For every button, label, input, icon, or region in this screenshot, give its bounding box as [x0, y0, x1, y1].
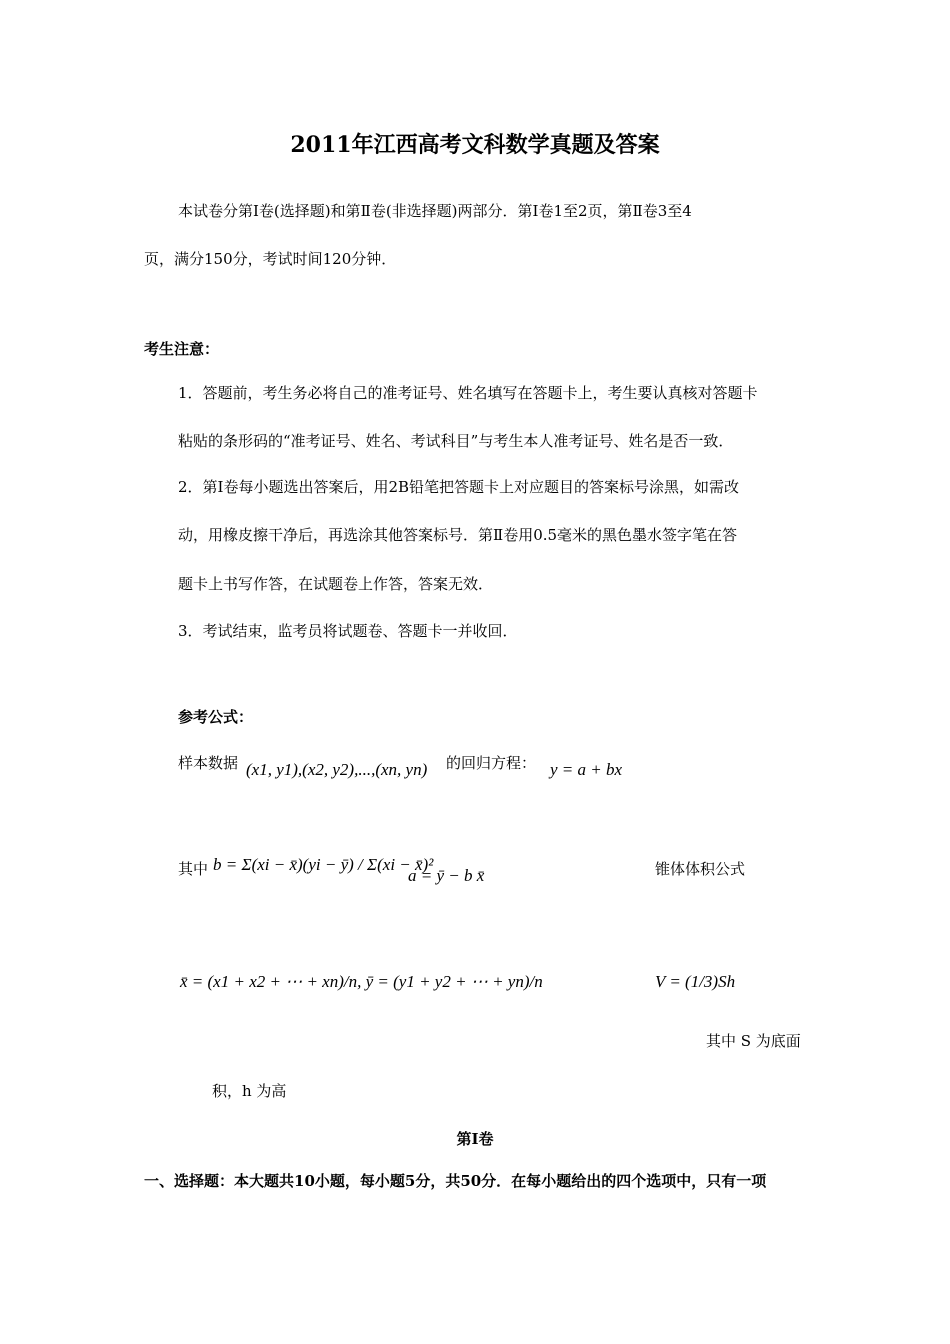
notice-heading: 考生注意： [144, 340, 220, 358]
intro-line-2: 页，满分150分，考试时间120分钟． [144, 250, 397, 268]
notice-item-2-line-2: 动，用橡皮擦干净后，再选涂其他答案标号．第Ⅱ卷用0.5毫米的黑色墨水签字笔在答 [178, 526, 738, 544]
notice-item-1-line-2: 粘贴的条形码的“准考证号、姓名、考试科目”与考生本人准考证号、姓名是否一致． [178, 432, 734, 450]
where-label: 其中 [178, 860, 209, 878]
b-formula: b = Σ(xi − x̄)(yi − ȳ) / Σ(xi − x̄)² [213, 855, 434, 874]
regression-prefix: 样本数据 [178, 754, 239, 772]
cone-note-1: 其中 S 为底面 [706, 1032, 801, 1050]
page-title: 2011年江西高考文科数学真题及答案 [290, 132, 660, 158]
regression-suffix: 的回归方程： [446, 754, 537, 772]
intro-line-1: 本试卷分第Ⅰ卷(选择题)和第Ⅱ卷(非选择题)两部分．第Ⅰ卷1至2页，第Ⅱ卷3至4 [178, 202, 692, 220]
regression-data: (x1, y1),(x2, y2),...,(xn, yn) [246, 760, 428, 779]
part-one-instructions: 一、选择题：本大题共10小题，每小题5分，共50分．在每小题给出的四个选项中，只有一项 [144, 1172, 767, 1190]
volume-heading: 第Ⅰ卷 [456, 1130, 494, 1148]
notice-item-2-line-3: 题卡上书写作答，在试题卷上作答，答案无效． [178, 575, 494, 593]
a-formula: a = ȳ − b x̄ [408, 866, 485, 885]
notice-item-3: 3．考试结束，监考员将试题卷、答题卡一并收回． [178, 622, 518, 640]
formulas-heading: 参考公式： [178, 708, 254, 726]
cone-volume-equation: V = (1/3)Sh [655, 972, 736, 991]
cone-note-2: 积，h 为高 [212, 1082, 287, 1100]
mean-formulas: x̄ = (x1 + x2 + ⋯ + xn)/n, ȳ = (y1 + y2 + ⋯ + yn)/n [180, 972, 543, 991]
notice-item-2-line-1: 2．第Ⅰ卷每小题选出答案后，用2B铅笔把答题卡上对应题目的答案标号涂黑，如需改 [178, 478, 740, 496]
regression-equation: y = a + bx [550, 760, 623, 779]
notice-item-1-line-1: 1．答题前，考生务必将自己的准考证号、姓名填写在答题卡上，考生要认真核对答题卡 [178, 384, 758, 402]
cone-volume-label: 锥体体积公式 [655, 860, 746, 878]
